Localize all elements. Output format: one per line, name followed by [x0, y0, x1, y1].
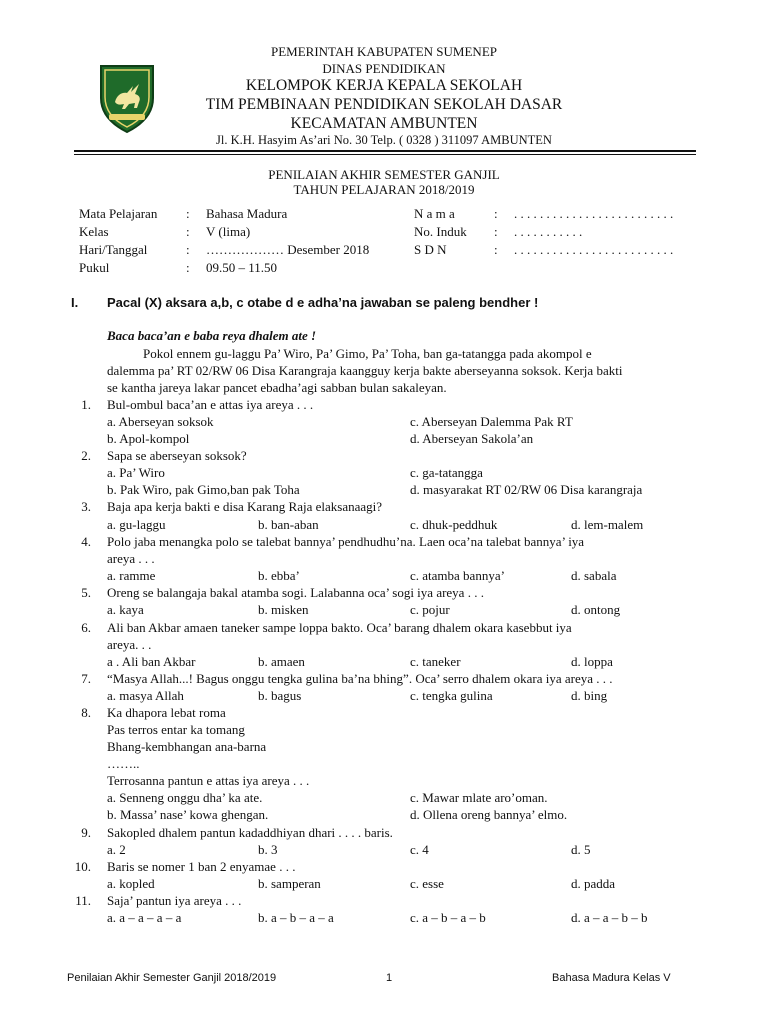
footer-page-number: 1 — [386, 972, 393, 984]
question-number: 10. — [74, 859, 91, 874]
option-c[interactable]: c. taneker — [410, 654, 461, 669]
option-d[interactable]: d. Ollena oreng bannya’ elmo. — [410, 807, 568, 822]
option-a[interactable]: a. a – a – a – a — [107, 910, 182, 925]
option-a[interactable]: a. ramme — [107, 568, 156, 583]
info-colon: : — [494, 224, 498, 239]
exam-title: PENILAIAN AKHIR SEMESTER GANJIL — [268, 167, 500, 182]
info-value-school: . . . . . . . . . . . . . . . . . . . . . . . . . — [514, 242, 674, 257]
info-colon: : — [186, 242, 190, 257]
footer-exam-name: Penilaian Akhir Semester Ganjil 2018/2019 — [67, 972, 277, 984]
question-text: Baja apa kerja bakti e disa Karang Raja elaksanaagi? — [107, 499, 383, 514]
option-a[interactable]: a. masya Allah — [107, 688, 184, 703]
option-c[interactable]: c. pojur — [410, 602, 450, 617]
info-colon: : — [186, 206, 190, 221]
option-b[interactable]: b. amaen — [258, 654, 305, 669]
option-d[interactable]: d. padda — [571, 876, 616, 891]
option-d[interactable]: d. loppa — [571, 654, 613, 669]
info-colon: : — [186, 260, 190, 275]
info-colon: : — [494, 242, 498, 257]
option-c[interactable]: c. dhuk-peddhuk — [410, 517, 498, 532]
question-number: 6. — [81, 620, 91, 635]
info-label-subject: Mata Pelajaran — [79, 206, 158, 221]
question-number: 4. — [81, 534, 91, 549]
option-b[interactable]: b. a – b – a – a — [258, 910, 334, 925]
info-colon: : — [494, 206, 498, 221]
header-group: KELOMPOK KERJA KEPALA SEKOLAH — [245, 77, 523, 94]
footer-subject: Bahasa Madura Kelas V — [552, 972, 671, 984]
question-number: 1. — [81, 397, 91, 412]
poem-line: Pas terros entar ka tomang — [107, 722, 245, 737]
question-text: Baris se nomer 1 ban 2 enyamae . . . — [107, 859, 296, 874]
question-text: “Masya Allah...! Bagus onggu tengka gulina ba’na bhing”. Oca’ serro dhalem okara iya areya . . . — [107, 671, 613, 686]
poem-ellipsis: …….. — [107, 756, 140, 771]
reading-line: dalemma pa’ RT 02/RW 06 Disa Karangraja kaangguy kerja bakte aberseyanna soksok. Kerja bakti — [107, 363, 623, 378]
option-c[interactable]: c. ga-tatangga — [410, 465, 483, 480]
option-d[interactable]: d. bing — [571, 688, 608, 703]
option-a[interactable]: a. Aberseyan soksok — [107, 414, 214, 429]
option-a[interactable]: a. 2 — [107, 842, 126, 857]
question-number: 3. — [81, 499, 91, 514]
info-label-class: Kelas — [79, 224, 109, 239]
exam-year: TAHUN PELAJARAN 2018/2019 — [293, 182, 475, 197]
option-b[interactable]: b. 3 — [258, 842, 278, 857]
header-team: TIM PEMBINAAN PENDIDIKAN SEKOLAH DASAR — [205, 96, 563, 113]
info-label-school: S D N — [414, 242, 447, 257]
reading-line: se kantha jareya lakar pancet ebadha’agi sabban bulan sakaleyan. — [107, 380, 447, 395]
option-d[interactable]: d. a – a – b – b — [571, 910, 648, 925]
question-text: Bul-ombul baca’an e attas iya areya . . . — [107, 397, 314, 412]
question-number: 8. — [81, 705, 91, 720]
option-b[interactable]: b. bagus — [258, 688, 302, 703]
question-text: Saja’ pantun iya areya . . . — [107, 893, 242, 908]
question-number: 5. — [81, 585, 91, 600]
option-b[interactable]: b. Apol-kompol — [107, 431, 190, 446]
question-text: Polo jaba menangka polo se talebat bannya’ pendhudhu’na. Laen oca’na talebat bannya’ iya — [107, 534, 585, 549]
question-text: Oreng se balangaja bakal atamba sogi. Lalabanna oca’ sogi iya areya . . . — [107, 585, 484, 600]
question-number: 11. — [75, 893, 91, 908]
question-number: 2. — [81, 448, 91, 463]
option-a[interactable]: a . Ali ban Akbar — [107, 654, 196, 669]
option-a[interactable]: a. gu-laggu — [107, 517, 166, 532]
info-label-name: N a m a — [414, 206, 455, 221]
option-c[interactable]: c. esse — [410, 876, 444, 891]
reading-line: Pokol ennem gu-laggu Pa’ Wiro, Pa’ Gimo, Pa’ Toha, ban ga-tatangga pada akompol e — [143, 346, 592, 361]
question-number: 9. — [81, 825, 91, 840]
option-b[interactable]: b. ebba’ — [258, 568, 300, 583]
header-divider-thin — [74, 154, 696, 155]
header-department: DINAS PENDIDIKAN — [322, 61, 446, 76]
info-value-name: . . . . . . . . . . . . . . . . . . . . . . . . . — [514, 206, 674, 221]
option-c[interactable]: c. Mawar mlate aro’oman. — [410, 790, 548, 805]
info-value-student-id: . . . . . . . . . . . — [514, 224, 583, 239]
header-government: PEMERINTAH KABUPATEN SUMENEP — [270, 44, 497, 59]
info-label-date: Hari/Tanggal — [79, 242, 148, 257]
info-label-student-id: No. Induk — [414, 224, 467, 239]
section-instruction: Pacal (X) aksara a,b, c otabe d e adha’na jawaban se paleng bendher ! — [107, 295, 539, 310]
reading-title: Baca baca’an e baba reya dhalem ate ! — [107, 328, 317, 343]
question-text: Ka dhapora lebat roma — [107, 705, 226, 720]
question-text: Sapa se aberseyan soksok? — [107, 448, 247, 463]
option-a[interactable]: a. Senneng onggu dha’ ka ate. — [107, 790, 263, 805]
option-d[interactable]: d. Aberseyan Sakola’an — [410, 431, 534, 446]
option-d[interactable]: d. lem-malem — [571, 517, 644, 532]
option-b[interactable]: b. Massa’ nase’ kowa ghengan. — [107, 807, 269, 822]
info-value-subject: Bahasa Madura — [206, 206, 288, 221]
info-colon: : — [186, 224, 190, 239]
option-d[interactable]: d. masyarakat RT 02/RW 06 Disa karangraja — [410, 482, 643, 497]
option-c[interactable]: c. a – b – a – b — [410, 910, 486, 925]
section-number: I. — [71, 295, 79, 310]
option-c[interactable]: c. Aberseyan Dalemma Pak RT — [410, 414, 573, 429]
info-value-time: 09.50 – 11.50 — [206, 260, 278, 275]
question-text-continued: areya. . . — [107, 637, 152, 652]
option-b[interactable]: b. misken — [258, 602, 309, 617]
header-address: Jl. K.H. Hasyim As’ari No. 30 Telp. ( 0328 ) 311097 AMBUNTEN — [216, 133, 552, 147]
option-c[interactable]: c. atamba bannya’ — [410, 568, 505, 583]
option-c[interactable]: c. tengka gulina — [410, 688, 493, 703]
option-d[interactable]: d. sabala — [571, 568, 617, 583]
option-a[interactable]: a. kopled — [107, 876, 155, 891]
header-district: KECAMATAN AMBUNTEN — [290, 115, 478, 132]
option-a[interactable]: a. Pa’ Wiro — [107, 465, 165, 480]
option-d[interactable]: d. ontong — [571, 602, 621, 617]
poem-line: Bhang-kembhangan ana-barna — [107, 739, 267, 754]
poem-question: Terrosanna pantun e attas iya areya . . . — [107, 773, 310, 788]
question-text: Ali ban Akbar amaen taneker sampe loppa bakto. Oca’ barang dhalem okara kasebbut iya — [107, 620, 572, 635]
option-a[interactable]: a. kaya — [107, 602, 144, 617]
option-b[interactable]: b. ban-aban — [258, 517, 319, 532]
info-label-time: Pukul — [79, 260, 110, 275]
question-number: 7. — [81, 671, 91, 686]
info-value-class: V (lima) — [206, 224, 251, 239]
info-value-date: ……………… Desember 2018 — [206, 242, 370, 257]
option-b[interactable]: b. Pak Wiro, pak Gimo,ban pak Toha — [107, 482, 300, 497]
option-b[interactable]: b. samperan — [258, 876, 321, 891]
option-d[interactable]: d. 5 — [571, 842, 591, 857]
question-text: Sakopled dhalem pantun kadaddhiyan dhari . . . . baris. — [107, 825, 393, 840]
question-text-continued: areya . . . — [107, 551, 155, 566]
header-divider — [74, 150, 696, 152]
option-c[interactable]: c. 4 — [410, 842, 429, 857]
